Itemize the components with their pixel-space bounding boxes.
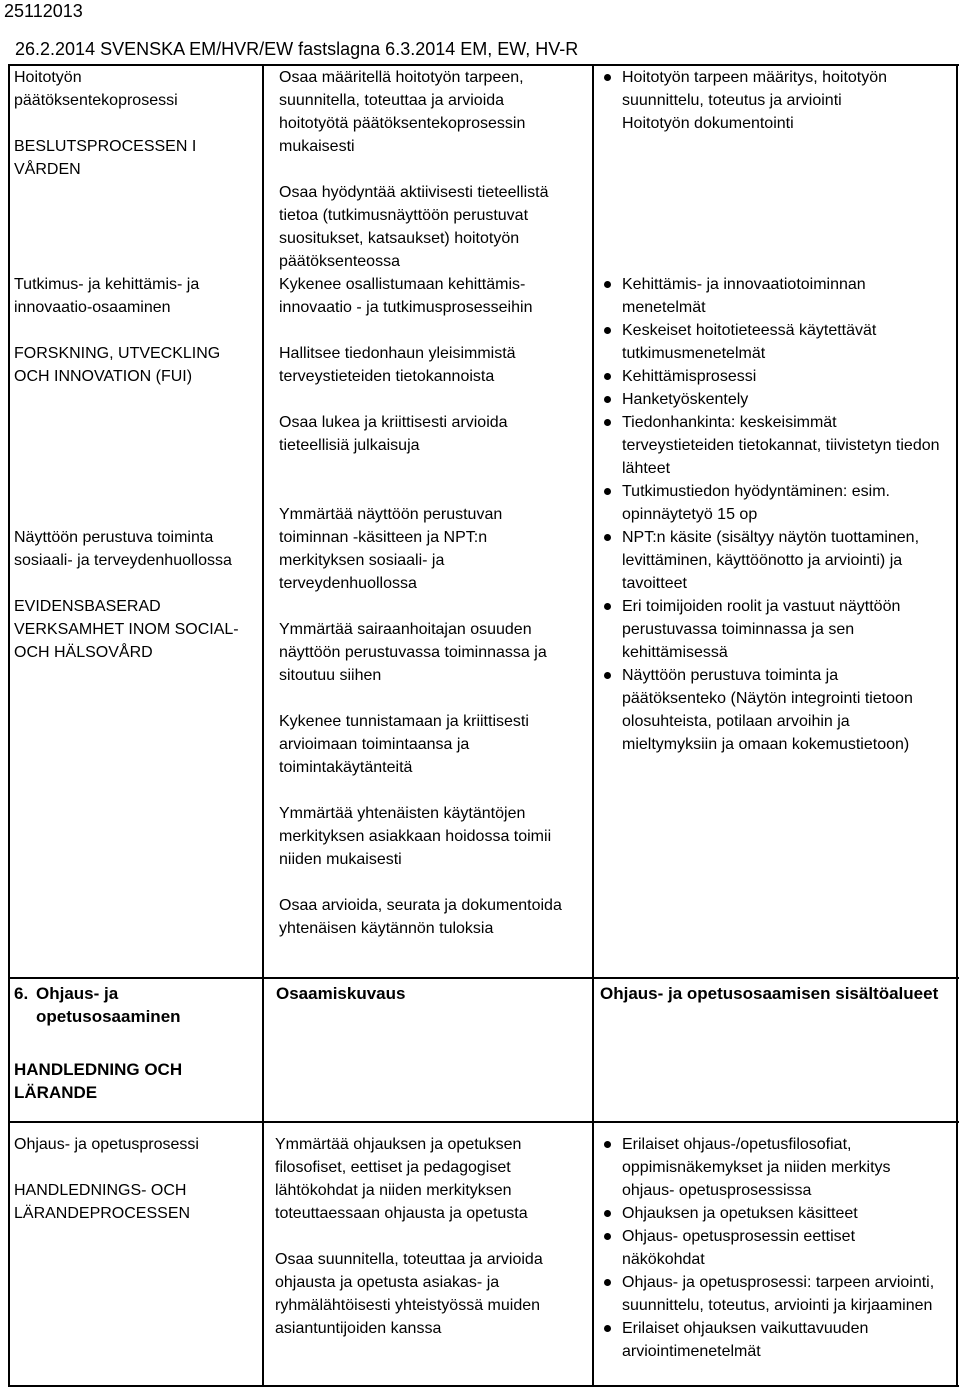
content-item bbox=[602, 1202, 954, 1225]
content-text: päätöksenteko (Näytön integrointi tietoon bbox=[622, 690, 913, 707]
section6-subtopic-column bbox=[14, 1133, 254, 1225]
section5-competence-column bbox=[279, 66, 589, 940]
competence-text: Osaa arvioida, seurata ja dokumentoida bbox=[279, 897, 562, 914]
competence-text: ohjausta ja opetusta asiakas- ja bbox=[275, 1274, 500, 1291]
content-text: näkökohdat bbox=[622, 1251, 705, 1268]
content-text: menetelmät bbox=[622, 299, 706, 316]
competence-text: filosofiset, eettiset ja pedagogiset bbox=[275, 1159, 511, 1176]
competence-text: toimintakäytänteitä bbox=[279, 759, 413, 776]
competence-text: toteuttaessaan ohjausta ja opetusta bbox=[275, 1205, 528, 1222]
content-item bbox=[602, 526, 954, 595]
table-border-left bbox=[8, 64, 10, 1387]
subtopic-title-fi: Näyttöön perustuva toiminta bbox=[14, 529, 214, 546]
column-header-content: Ohjaus- ja opetusosaamisen sisältöalueet bbox=[600, 984, 939, 1003]
document-id: 25112013 bbox=[4, 1, 83, 21]
content-text: Tiedonhankinta: keskeisimmät bbox=[622, 414, 837, 431]
content-text: terveystieteiden tietokannat, tiivistetyn tiedon bbox=[622, 437, 940, 454]
content-text: mieltymyksiin ja omaan kokemustietoon) bbox=[622, 736, 910, 753]
topic-title-sv: BESLUTSPROCESSEN I bbox=[14, 138, 197, 155]
content-text: lähteet bbox=[622, 460, 671, 477]
competence-text: mukaisesti bbox=[279, 138, 355, 155]
competence-text: Ymmärtää näyttöön perustuvan bbox=[279, 506, 503, 523]
content-text: Hoitotyön dokumentointi bbox=[622, 115, 794, 132]
content-text: Erilaiset ohjauksen vaikuttavuuden bbox=[622, 1320, 869, 1337]
content-item bbox=[602, 1317, 954, 1363]
content-text: NPT:n käsite (sisältyy näytön tuottaminen, bbox=[622, 529, 920, 546]
content-text: olosuhteista, potilaan arvoihin ja bbox=[622, 713, 850, 730]
column-header-competence: Osaamiskuvaus bbox=[276, 984, 406, 1003]
section-title-sv: HANDLEDNING OCH bbox=[14, 1060, 183, 1079]
competence-text: Osaa hyödyntää aktiivisesti tieteellistä bbox=[279, 184, 549, 201]
subtopic-title-sv: HANDLEDNINGS- OCH bbox=[14, 1182, 187, 1199]
content-text: arviointimenetelmät bbox=[622, 1343, 761, 1360]
topic-title-fi: päätöksentekoprosessi bbox=[14, 92, 178, 109]
content-text: Keskeiset hoitotieteessä käytettävät bbox=[622, 322, 877, 339]
competence-text: terveystieteiden tietokannoista bbox=[279, 368, 495, 385]
content-item bbox=[602, 411, 954, 480]
section-title-fi: opetusosaaminen bbox=[36, 1007, 181, 1026]
topic-title-sv: VÅRDEN bbox=[14, 161, 81, 178]
competence-text: Hallitsee tiedonhaun yleisimmistä bbox=[279, 345, 516, 362]
competence-table bbox=[8, 64, 959, 1387]
competence-text: Osaa lukea ja kriittisesti arvioida bbox=[279, 414, 508, 431]
content-item bbox=[602, 66, 954, 135]
section-number: 6. bbox=[14, 984, 29, 1003]
content-text: Kehittämis- ja innovaatiotoiminnan bbox=[622, 276, 866, 293]
competence-text: suositukset, katsaukset) hoitotyön bbox=[279, 230, 520, 247]
competence-text: yhtenäisen käytännön tuloksia bbox=[279, 920, 494, 937]
content-text: tutkimusmenetelmät bbox=[622, 345, 766, 362]
content-item bbox=[602, 1133, 954, 1202]
content-text: Hanketyöskentely bbox=[622, 391, 749, 408]
content-text: Hoitotyön tarpeen määritys, hoitotyön bbox=[622, 69, 888, 86]
competence-text: terveydenhuollossa bbox=[279, 575, 417, 592]
subtopic-title-sv: OCH INNOVATION (FUI) bbox=[14, 368, 193, 385]
content-list bbox=[602, 66, 954, 135]
section-title-fi: Ohjaus- ja bbox=[36, 984, 119, 1003]
column-divider-1 bbox=[262, 64, 264, 1387]
competence-text: niiden mukaisesti bbox=[279, 851, 402, 868]
subtopic-title-sv: EVIDENSBASERAD bbox=[14, 598, 161, 615]
content-text: perustuvassa toiminnassa ja sen bbox=[622, 621, 855, 638]
competence-text: innovaatio - ja tutkimusprosesseihin bbox=[279, 299, 533, 316]
competence-text: asiantuntijoiden kanssa bbox=[275, 1320, 442, 1337]
competence-text: Osaa suunnitella, toteuttaa ja arvioida bbox=[275, 1251, 543, 1268]
section6-title-block bbox=[14, 982, 254, 1104]
section6-content-column bbox=[602, 1133, 954, 1363]
row-divider-1 bbox=[8, 977, 959, 979]
content-list bbox=[602, 273, 954, 756]
content-item bbox=[602, 480, 954, 526]
topic-title-fi: Hoitotyön bbox=[14, 69, 82, 86]
competence-text: Ymmärtää sairaanhoitajan osuuden bbox=[279, 621, 532, 638]
competence-text: ryhmälähtöisesti yhteistyössä muiden bbox=[275, 1297, 541, 1314]
competence-text: toiminnan -käsitteen ja NPT:n bbox=[279, 529, 488, 546]
section-title-sv: LÄRANDE bbox=[14, 1083, 98, 1102]
subtopic-title-fi: Ohjaus- ja opetusprosessi bbox=[14, 1136, 199, 1153]
section6-competence-column bbox=[275, 1133, 587, 1340]
content-list bbox=[602, 1133, 954, 1363]
content-text: Näyttöön perustuva toiminta ja bbox=[622, 667, 839, 684]
content-text: Ohjaus- opetusprosessin eettiset bbox=[622, 1228, 856, 1245]
row-divider-2 bbox=[8, 1121, 959, 1123]
content-item bbox=[602, 319, 954, 365]
content-text: Tutkimustiedon hyödyntäminen: esim. bbox=[622, 483, 890, 500]
competence-text: päätöksenteossa bbox=[279, 253, 400, 270]
content-text: suunnittelu, toteutus, arviointi ja kirjaaminen bbox=[622, 1297, 933, 1314]
section5-content-column bbox=[602, 66, 954, 756]
competence-text: hoitotyötä päätöksentekoprosessin bbox=[279, 115, 526, 132]
content-text: Ohjauksen ja opetuksen käsitteet bbox=[622, 1205, 858, 1222]
competence-text: lähtökohdat ja niiden merkityksen bbox=[275, 1182, 512, 1199]
content-text: levittäminen, käyttöönotto ja arviointi) ja bbox=[622, 552, 903, 569]
content-text: Eri toimijoiden roolit ja vastuut näyttöön bbox=[622, 598, 901, 615]
content-text: ohjaus- opetusprosessissa bbox=[622, 1182, 812, 1199]
competence-text: sitoutuu siihen bbox=[279, 667, 382, 684]
competence-text: merkityksen sosiaali- ja bbox=[279, 552, 445, 569]
column-divider-2 bbox=[592, 64, 594, 1387]
table-border-right bbox=[956, 64, 958, 1387]
content-item bbox=[602, 664, 954, 756]
subtopic-title-fi: sosiaali- ja terveydenhuollossa bbox=[14, 552, 232, 569]
competence-text: tietoa (tutkimusnäyttöön perustuvat bbox=[279, 207, 529, 224]
content-text: oppimisnäkemykset ja niiden merkitys bbox=[622, 1159, 891, 1176]
subtopic-title-sv: OCH HÄLSOVÅRD bbox=[14, 644, 153, 661]
competence-text: Ymmärtää yhtenäisten käytäntöjen bbox=[279, 805, 526, 822]
competence-text: suunnitella, toteuttaa ja arvioida bbox=[279, 92, 505, 109]
content-text: tavoitteet bbox=[622, 575, 687, 592]
competence-text: Ymmärtää ohjauksen ja opetuksen bbox=[275, 1136, 522, 1153]
content-text: suunnittelu, toteutus ja arviointi bbox=[622, 92, 842, 109]
content-item bbox=[602, 365, 954, 388]
content-item bbox=[602, 388, 954, 411]
content-item bbox=[602, 273, 954, 319]
content-item bbox=[602, 1271, 954, 1317]
subtopic-title-sv: LÄRANDEPROCESSEN bbox=[14, 1205, 191, 1222]
content-text: opinnäytetyö 15 op bbox=[622, 506, 758, 523]
competence-text: Osaa määritellä hoitotyön tarpeen, bbox=[279, 69, 524, 86]
content-text: Kehittämisprosessi bbox=[622, 368, 757, 385]
competence-text: merkityksen asiakkaan hoidossa toimii bbox=[279, 828, 552, 845]
subtopic-title-sv: FORSKNING, UTVECKLING bbox=[14, 345, 221, 362]
section5-topic-column bbox=[14, 66, 254, 664]
subtopic-title-fi: Tutkimus- ja kehittämis- ja bbox=[14, 276, 200, 293]
content-text: Erilaiset ohjaus-/opetusfilosofiat, bbox=[622, 1136, 852, 1153]
content-item bbox=[602, 595, 954, 664]
competence-text: Kykenee osallistumaan kehittämis- bbox=[279, 276, 526, 293]
subtopic-title-sv: VERKSAMHET INOM SOCIAL- bbox=[14, 621, 239, 638]
content-text: kehittämisessä bbox=[622, 644, 728, 661]
content-text: Ohjaus- ja opetusprosessi: tarpeen arviointi, bbox=[622, 1274, 935, 1291]
competence-text: näyttöön perustuvassa toiminnassa ja bbox=[279, 644, 547, 661]
competence-text: tieteellisiä julkaisuja bbox=[279, 437, 420, 454]
competence-text: arvioimaan toimintaansa ja bbox=[279, 736, 470, 753]
document-heading: 26.2.2014 SVENSKA EM/HVR/EW fastslagna 6.3.2014 EM, EW, HV-R bbox=[15, 39, 579, 59]
competence-text: Kykenee tunnistamaan ja kriittisesti bbox=[279, 713, 529, 730]
subtopic-title-fi: innovaatio-osaaminen bbox=[14, 299, 171, 316]
content-item bbox=[602, 1225, 954, 1271]
